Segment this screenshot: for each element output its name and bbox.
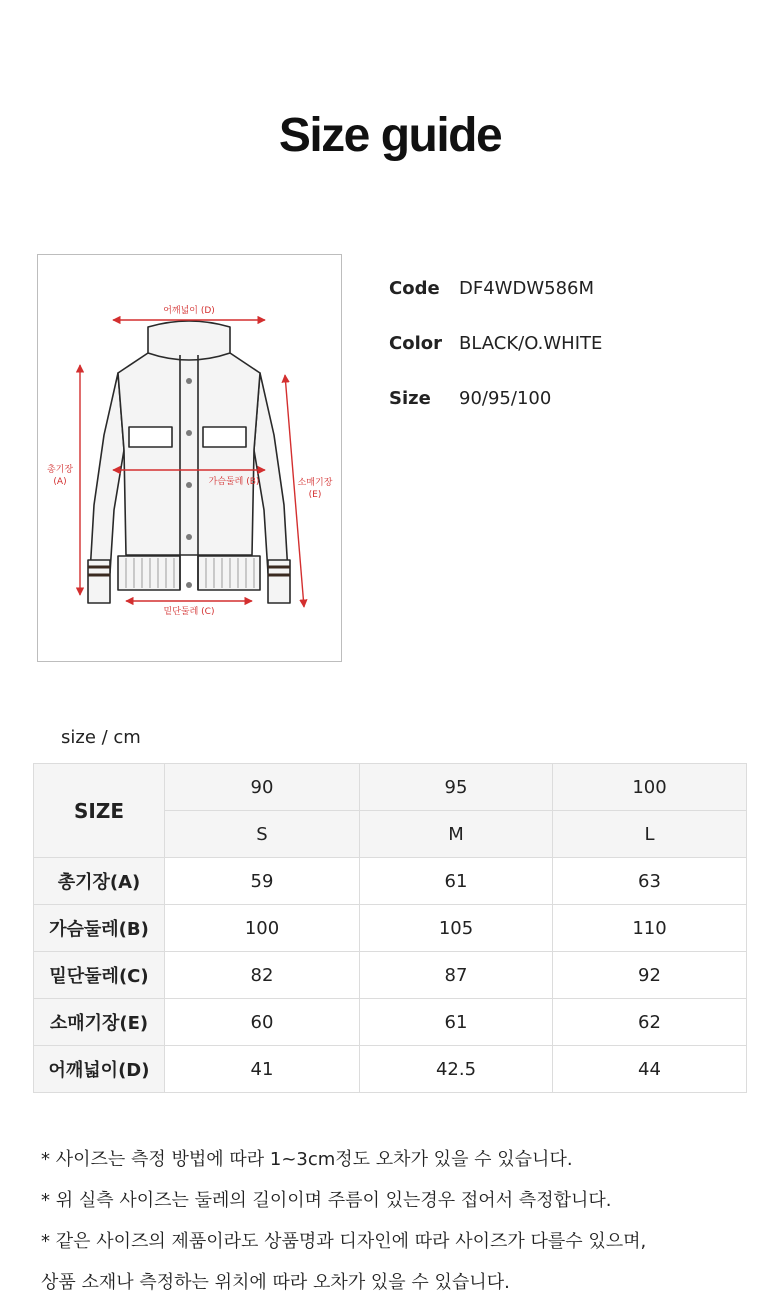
table-cell: 87 bbox=[360, 952, 553, 999]
table-cell: 61 bbox=[360, 999, 553, 1046]
label-length-code: (A) bbox=[53, 477, 67, 487]
size-letter: L bbox=[553, 811, 747, 858]
size-number: 90 bbox=[165, 764, 360, 811]
note-line: * 같은 사이즈의 제품이라도 상품명과 디자인에 따라 사이즈가 다를수 있으며, bbox=[41, 1231, 647, 1252]
label-shoulder: 어깨넓이 (D) bbox=[163, 306, 215, 316]
info-value: BLACK/O.WHITE bbox=[459, 333, 603, 354]
table-cell: 100 bbox=[165, 905, 360, 952]
size-letter: M bbox=[360, 811, 553, 858]
table-cell: 42.5 bbox=[360, 1046, 553, 1093]
note-line: * 위 실측 사이즈는 둘레의 길이이며 주름이 있는경우 접어서 측정합니다. bbox=[41, 1190, 612, 1211]
size-corner-label: SIZE bbox=[34, 764, 165, 858]
row-label: 가슴둘레(B) bbox=[34, 905, 165, 952]
table-row bbox=[34, 999, 747, 1046]
table-cell: 62 bbox=[553, 999, 747, 1046]
table-row bbox=[34, 1046, 747, 1093]
label-chest: 가슴둘레 (B) bbox=[208, 477, 260, 487]
table-cell: 60 bbox=[165, 999, 360, 1046]
jacket-illustration bbox=[88, 321, 290, 603]
size-notes bbox=[41, 1145, 646, 1309]
table-cell: 92 bbox=[553, 952, 747, 999]
unit-label: size / cm bbox=[61, 727, 141, 748]
row-label: 밑단둘레(C) bbox=[34, 952, 165, 999]
note-line: 상품 소재나 측정하는 위치에 따라 오차가 있을 수 있습니다. bbox=[41, 1272, 510, 1293]
size-letter: S bbox=[165, 811, 360, 858]
note-line: * 사이즈는 측정 방법에 따라 1~3cm정도 오차가 있을 수 있습니다. bbox=[41, 1149, 573, 1170]
row-label: 총기장(A) bbox=[34, 858, 165, 905]
table-cell: 82 bbox=[165, 952, 360, 999]
size-number: 95 bbox=[360, 764, 553, 811]
table-row bbox=[34, 858, 747, 905]
label-sleeve: 소매기장 bbox=[297, 478, 333, 488]
row-label: 소매기장(E) bbox=[34, 999, 165, 1046]
table-row bbox=[34, 905, 747, 952]
info-key: Code bbox=[389, 278, 440, 299]
table-cell: 44 bbox=[553, 1046, 747, 1093]
table-cell: 61 bbox=[360, 858, 553, 905]
info-value: DF4WDW586M bbox=[459, 278, 595, 299]
row-label: 어깨넓이(D) bbox=[34, 1046, 165, 1093]
info-key: Color bbox=[389, 333, 442, 354]
table-cell: 41 bbox=[165, 1046, 360, 1093]
info-value: 90/95/100 bbox=[459, 388, 552, 409]
jacket-measurement-diagram bbox=[37, 254, 342, 662]
table-cell: 105 bbox=[360, 905, 553, 952]
size-table bbox=[33, 763, 747, 1093]
label-hem: 밑단둘레 (C) bbox=[163, 607, 215, 617]
info-key: Size bbox=[389, 388, 431, 409]
size-number: 100 bbox=[553, 764, 747, 811]
table-cell: 63 bbox=[553, 858, 747, 905]
table-cell: 110 bbox=[553, 905, 747, 952]
label-length: 총기장 bbox=[46, 465, 74, 475]
table-cell: 59 bbox=[165, 858, 360, 905]
page-title: Size guide bbox=[278, 109, 502, 162]
label-sleeve-code: (E) bbox=[308, 490, 322, 500]
table-row bbox=[34, 952, 747, 999]
